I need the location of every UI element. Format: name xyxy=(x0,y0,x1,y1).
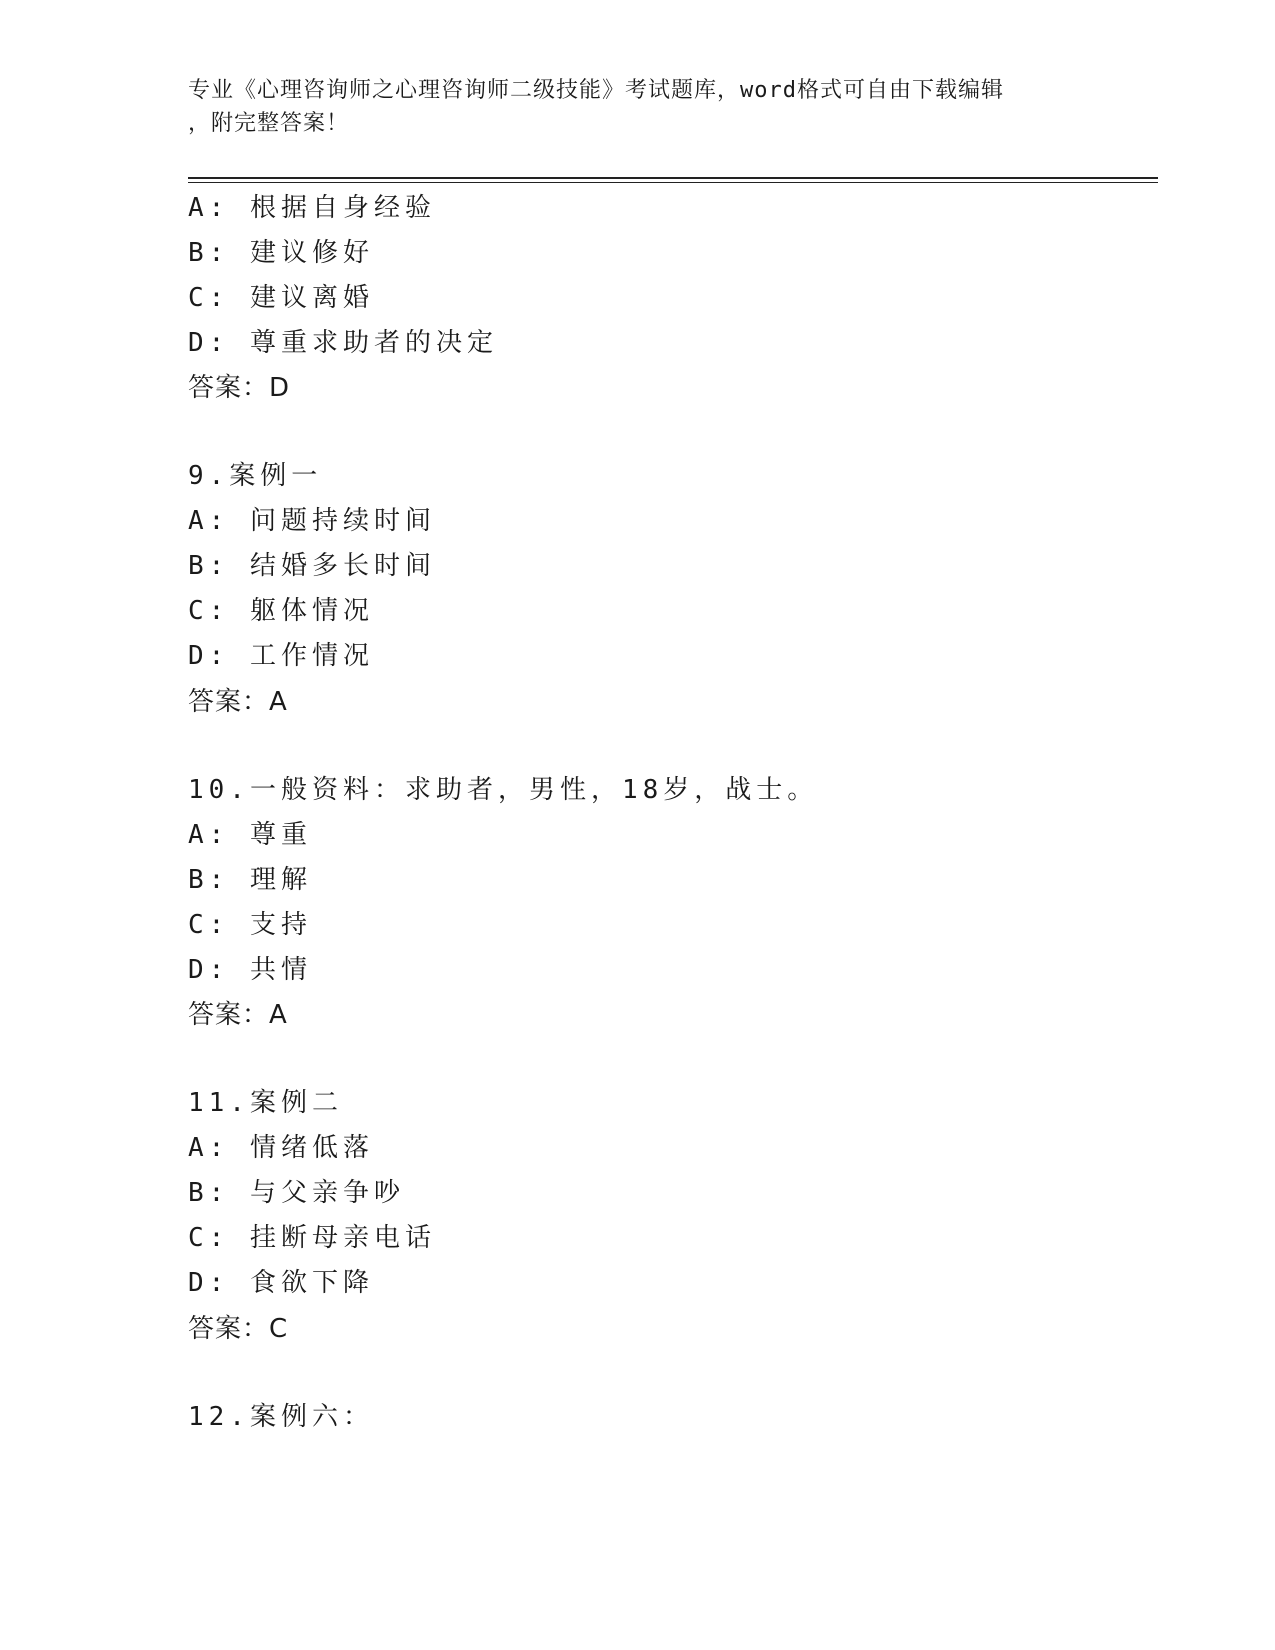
q8-option-c: C: 建议离婚 xyxy=(188,283,374,313)
q9-answer: 答案：A xyxy=(188,687,288,717)
q11-option-a: A: 情绪低落 xyxy=(188,1133,374,1163)
header-line-2: ，附完整答案！ xyxy=(188,111,350,136)
q11-title: 11.案例二 xyxy=(188,1088,343,1118)
document-header xyxy=(188,74,1088,140)
q10-option-a: A: 尊重 xyxy=(188,820,312,850)
q10-option-d: D: 共情 xyxy=(188,955,312,985)
q10-option-c: C: 支持 xyxy=(188,910,312,940)
q8-answer: 答案：D xyxy=(188,373,291,403)
q11-answer: 答案：C xyxy=(188,1314,289,1344)
q9-option-b: B: 结婚多长时间 xyxy=(188,551,436,581)
header-rule-thin xyxy=(188,182,1158,183)
q9-option-a: A: 问题持续时间 xyxy=(188,506,436,536)
q10-title: 10.一般资料：求助者，男性，18岁，战士。 xyxy=(188,775,819,805)
q9-option-c: C: 躯体情况 xyxy=(188,596,374,626)
q8-option-d: D: 尊重求助者的决定 xyxy=(188,328,498,358)
q10-option-b: B: 理解 xyxy=(188,865,312,895)
q9-option-d: D: 工作情况 xyxy=(188,641,374,671)
q12-title: 12.案例六： xyxy=(188,1402,374,1432)
header-rule-thick xyxy=(188,177,1158,179)
q11-option-c: C: 挂断母亲电话 xyxy=(188,1223,436,1253)
q9-title: 9.案例一 xyxy=(188,461,323,491)
q11-option-d: D: 食欲下降 xyxy=(188,1268,374,1298)
header-line-1: 专业《心理咨询师之心理咨询师二级技能》考试题库，word格式可自由下载编辑 xyxy=(188,78,1004,103)
q8-option-b: B: 建议修好 xyxy=(188,238,374,268)
q10-answer: 答案：A xyxy=(188,1000,288,1030)
q11-option-b: B: 与父亲争吵 xyxy=(188,1178,405,1208)
q8-option-a: A: 根据自身经验 xyxy=(188,193,436,223)
